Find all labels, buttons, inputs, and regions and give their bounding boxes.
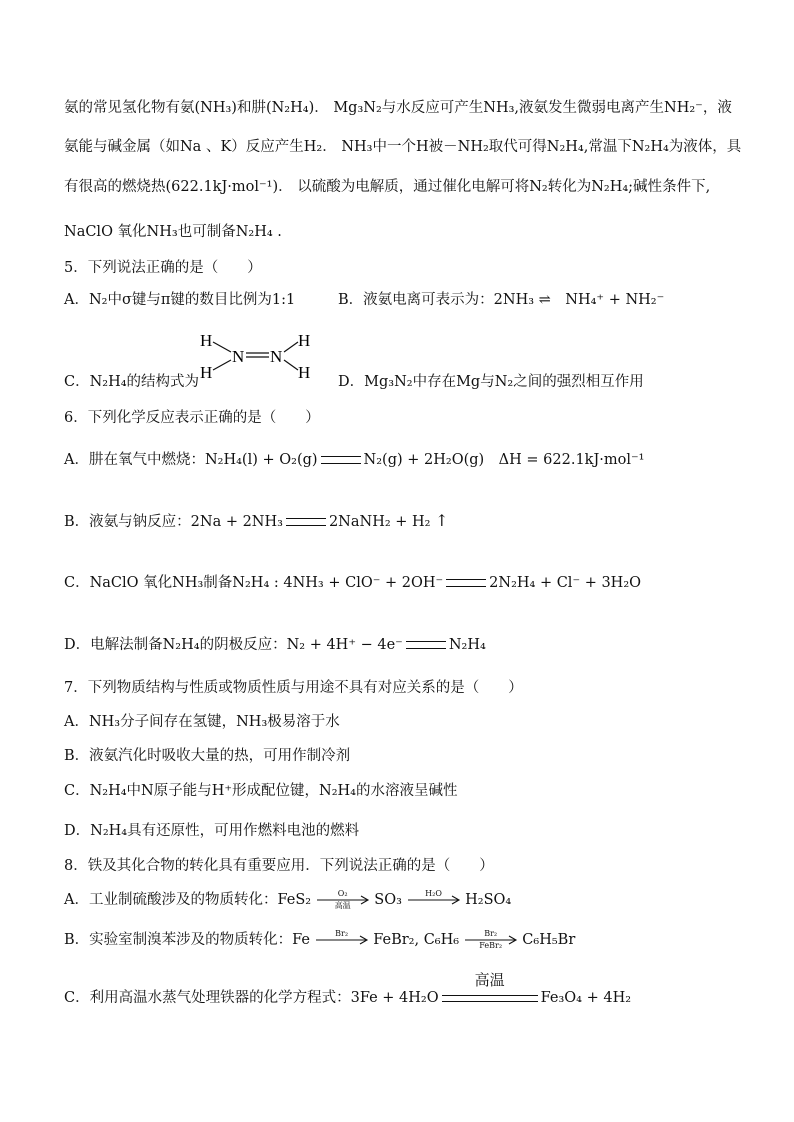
q6-d-right: N₂H₄	[448, 637, 486, 653]
q7-option-d: D．N₂H₄具有还原性，可用作燃料电池的燃料	[64, 823, 360, 839]
struct-n-1: N	[232, 347, 245, 366]
reaction-arrow	[464, 930, 518, 950]
q6-a-left: A．肼在氧气中燃烧：N₂H₄(l) + O₂(g)	[64, 452, 318, 468]
q8-c-end: Fe₃O₄ + 4H₂	[540, 990, 632, 1006]
arrow-condition-top: O₂	[337, 889, 348, 898]
q6-option-a	[64, 450, 644, 470]
q6-b-right: 2NaNH₂ + H₂	[328, 514, 431, 530]
equals-sign	[446, 579, 486, 587]
q8-c-lead: C．利用高温水蒸气处理铁器的化学方程式：3Fe + 4H₂O	[64, 990, 439, 1006]
q8-a-mid: SO₃	[374, 892, 402, 908]
q7-option-c: C．N₂H₄中N原子能与H⁺形成配位键，N₂H₄的水溶液呈碱性	[64, 783, 458, 799]
q8-option-c	[64, 971, 632, 1010]
arrow-condition-bottom: FeBr₂	[479, 941, 503, 950]
reaction-arrow	[407, 890, 461, 910]
q8-option-a	[64, 890, 511, 910]
q6-c-left: C．NaClO 氧化NH₃制备N₂H₄ : 4NH₃ + ClO⁻ + 2OH⁻	[64, 575, 444, 591]
intro-line-3: 有很高的燃烧热(622.1kJ·mol⁻¹)． 以硫酸为电解质，通过催化电解可将N₂转化为N₂H₄;碱性条件下,	[64, 179, 711, 195]
high-temp-equals	[442, 971, 538, 1010]
q8-a-end: H₂SO₄	[465, 892, 512, 908]
q8-option-b	[64, 930, 575, 950]
arrow-condition-top: Br₂	[484, 929, 498, 938]
q5-stem: 5．下列说法正确的是（ ）	[64, 260, 262, 276]
equals-sign	[321, 456, 361, 464]
reaction-condition: 高温	[474, 971, 505, 989]
q6-d-left: D．电解法制备N₂H₄的阴极反应：N₂ + 4H⁺ − 4e⁻	[64, 637, 403, 653]
q6-c-right: 2N₂H₄ + Cl⁻ + 3H₂O	[489, 575, 642, 591]
equals-bars	[442, 995, 538, 1002]
reaction-arrow	[315, 930, 369, 950]
q5-option-c: C．N₂H₄的结构式为	[64, 374, 200, 390]
q8-a-lead: A．工业制硫酸涉及的物质转化：FeS₂	[64, 892, 312, 908]
struct-h-1: H	[200, 331, 213, 350]
q6-a-right: N₂(g) + 2H₂O(g) ΔH = 622.1kJ·mol⁻¹	[363, 452, 645, 468]
q8-b-end: C₆H₅Br	[522, 932, 576, 948]
q7-option-a: A．NH₃分子间存在氢键，NH₃极易溶于水	[64, 714, 340, 730]
reaction-arrow	[316, 890, 370, 910]
q8-b-lead: B．实验室制溴苯涉及的物质转化：Fe	[64, 932, 311, 948]
struct-n-2: N	[270, 347, 283, 366]
q5-option-a: A．N₂中σ键与π键的数目比例为1:1	[64, 292, 296, 308]
intro-line-4: NaClO 氧化NH₃也可制备N₂H₄ .	[64, 224, 282, 240]
q5-option-b: B．液氨电离可表示为：2NH₃ ⇌ NH₄⁺ + NH₂⁻	[338, 292, 665, 308]
struct-h-3: H	[298, 331, 311, 350]
struct-h-2: H	[200, 363, 213, 382]
q6-option-d	[64, 635, 486, 655]
arrow-condition-top: H₂O	[425, 889, 442, 898]
q6-option-c	[64, 573, 641, 593]
structure-svg	[198, 330, 318, 384]
q8-stem: 8．铁及其化合物的转化具有重要应用．下列说法正确的是（ ）	[64, 858, 494, 874]
q7-stem: 7．下列物质结构与性质或物质性质与用途不具有对应关系的是（ ）	[64, 680, 523, 696]
q8-b-mid: FeBr₂, C₆H₆	[373, 932, 460, 948]
arrow-condition-bottom: 高温	[334, 901, 351, 910]
intro-line-1: 氨的常见氢化物有氨(NH₃)和肼(N₂H₄)． Mg₃N₂与水反应可产生NH₃,液氨发生微弱电离产生NH₂⁻，液	[64, 100, 732, 116]
intro-line-2: 氨能与碱金属（如Na 、K）反应产生H₂． NH₃中一个H被－NH₂取代可得N₂H₄,常温下N₂H₄为液体，具	[64, 139, 742, 155]
q5-option-d: D．Mg₃N₂中存在Mg与N₂之间的强烈相互作用	[338, 374, 644, 390]
struct-h-4: H	[298, 363, 311, 382]
q6-stem: 6．下列化学反应表示正确的是（ ）	[64, 410, 320, 426]
arrow-condition-top: Br₂	[335, 929, 349, 938]
q6-b-left: B．液氨与钠反应：2Na + 2NH₃	[64, 514, 283, 530]
n2h4-structural-formula	[198, 330, 318, 384]
q7-option-b: B．液氨汽化时吸收大量的热，可用作制冷剂	[64, 748, 351, 764]
q6-option-b	[64, 511, 449, 532]
gas-arrow-icon: ↑	[435, 511, 449, 530]
equals-sign	[406, 641, 446, 649]
equals-sign	[286, 518, 326, 526]
